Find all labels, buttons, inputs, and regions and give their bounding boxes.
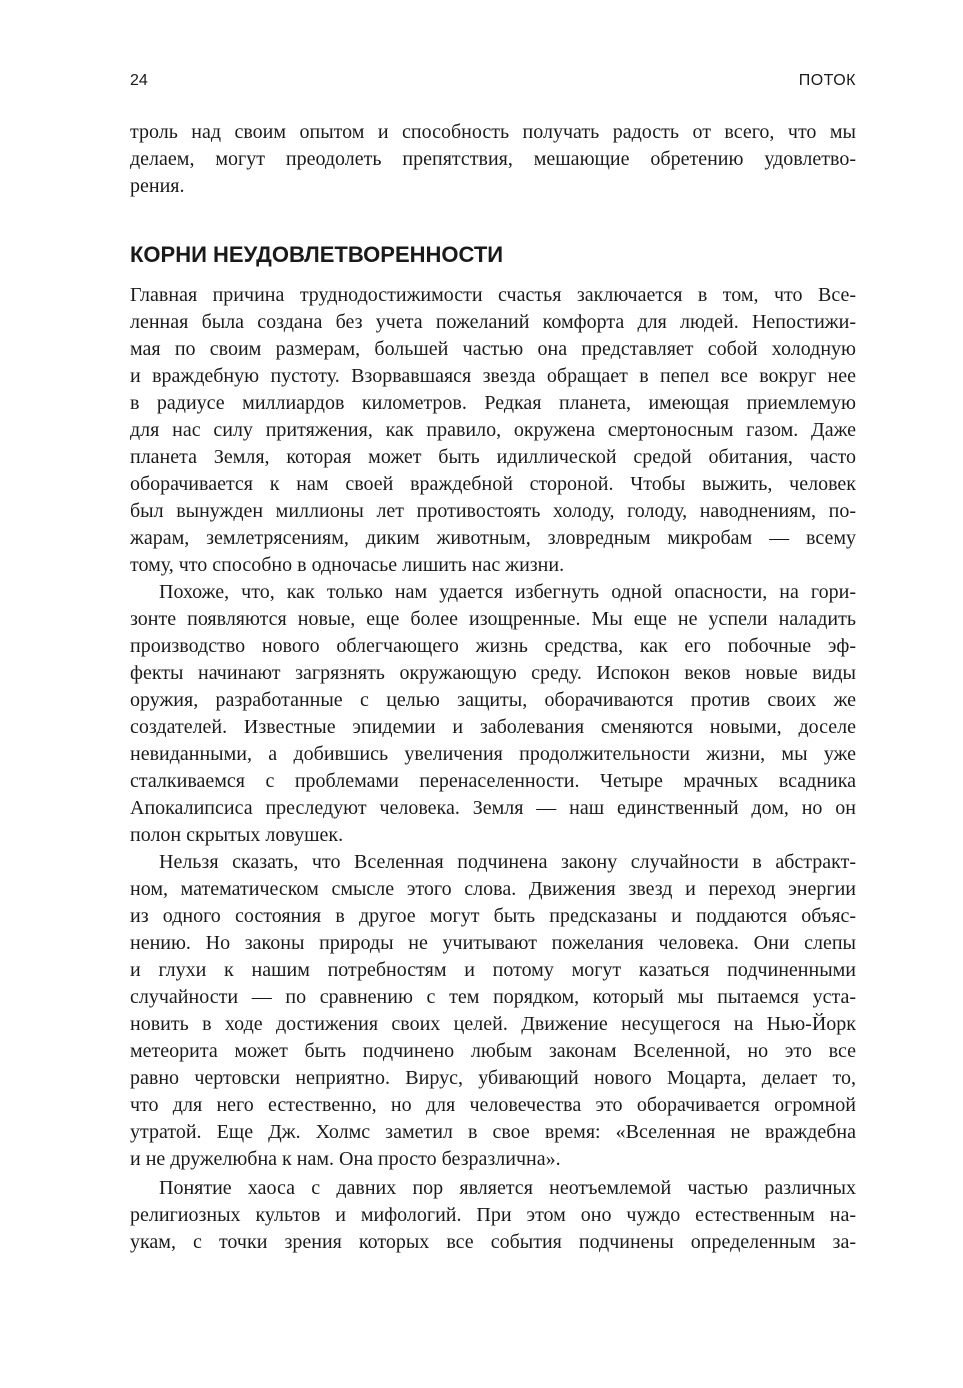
page-number: 24 [130,72,148,89]
text-line: Апокалипсиса преследуют человека. Земля — наш единственный дом, но он [130,797,856,819]
text-line: и глухи к нашим потребностям и потому могут казаться подчиненными [130,959,856,981]
text-line: и не дружелюбна к нам. Она просто безразлична». [130,1148,561,1170]
text-line: производство нового облегчающего жизнь средства, как его побочные эф- [130,635,856,657]
text-line: ленная была создана без учета пожеланий комфорта для людей. Непостижи- [130,311,856,333]
text-line: оборачивается к нам своей враждебной стороной. Чтобы выжить, человек [130,473,856,495]
text-line: жарам, землетрясениям, диким животным, зловредным микробам — всему [130,527,856,549]
text-line: метеорита может быть подчинено любым законам Вселенной, но это все [130,1040,856,1062]
running-title: ПОТОК [798,72,856,89]
text-line: утратой. Еще Дж. Холмс заметил в свое время: «Вселенная не враждебна [130,1121,856,1143]
text-line: для нас силу притяжения, как правило, окружена смертоносным газом. Даже [130,419,856,441]
text-line: новить в ходе достижения своих целей. Движение несущегося на Нью-Йорк [130,1013,856,1035]
text-line: случайности — по сравнению с тем порядком, который мы пытаемся уста- [130,986,856,1008]
text-line: ном, математическом смысле этого слова. Движения звезд и переход энергии [130,878,856,900]
text-line: мая по своим размерам, большей частью она представляет собой холодную [130,338,856,360]
text-line: укам, с точки зрения которых все события подчинены определенным за- [130,1231,856,1253]
section-heading: КОРНИ НЕУДОВЛЕТВОРЕННОСТИ [130,242,504,267]
text-line: создателей. Известные эпидемии и заболевания сменяются новыми, доселе [130,716,856,738]
text-line: Понятие хаоса с давних пор является неотъемлемой частью различных [159,1177,856,1199]
paragraph-4 [130,1175,856,1256]
continued-paragraph [130,119,856,200]
paragraph-3 [130,849,856,1173]
text-line: фекты начинают загрязнять окружающую среду. Испокон веков новые виды [130,662,856,684]
text-line: в радиусе миллиардов километров. Редкая планета, имеющая приемлемую [130,392,856,414]
text-line: оружия, разработанные с целью защиты, оборачиваются против своих же [130,689,856,711]
text-line: полон скрытых ловушек. [130,824,344,846]
section-body [130,282,856,1256]
text-line: тому, что способно в одночасье лишить нас жизни. [130,554,565,576]
text-line: зонте появляются новые, еще более изощренные. Мы еще не успели наладить [130,608,856,630]
text-line: что для него естественно, но для человечества это оборачивается огромной [130,1094,856,1116]
text-line: Главная причина труднодостижимости счастья заключается в том, что Все- [130,284,856,306]
text-line: делаем, могут преодолеть препятствия, мешающие обретению удовлетво- [130,148,856,170]
text-line: планета Земля, которая может быть идиллической средой обитания, часто [130,446,856,468]
text-line: и враждебную пустоту. Взорвавшаяся звезда обращает в пепел все вокруг нее [130,365,856,387]
text-line: троль над своим опытом и способность получать радость от всего, что мы [130,121,856,143]
text-line: нению. Но законы природы не учитывают пожелания человека. Они слепы [130,932,856,954]
running-head [130,72,856,96]
paragraph-2 [130,579,856,849]
text-line: из одного состояния в другое могут быть предсказаны и поддаются объяс- [130,905,856,927]
text-line: равно чертовски неприятно. Вирус, убивающий нового Моцарта, делает то, [130,1067,856,1089]
paragraph-1 [130,282,856,579]
text-line: невиданными, а добившись увеличения продолжительности жизни, мы уже [130,743,856,765]
text-line: религиозных культов и мифологий. При этом оно чуждо естественным на- [130,1204,856,1226]
text-line: был вынужден миллионы лет противостоять холоду, голоду, наводнениям, по- [130,500,856,522]
text-line: Похоже, что, как только нам удается избегнуть одной опасности, на гори- [159,581,856,603]
text-line: рения. [130,175,185,197]
text-line: сталкиваемся с проблемами перенаселенности. Четыре мрачных всадника [130,770,856,792]
text-line: Нельзя сказать, что Вселенная подчинена закону случайности в абстракт- [159,851,856,873]
